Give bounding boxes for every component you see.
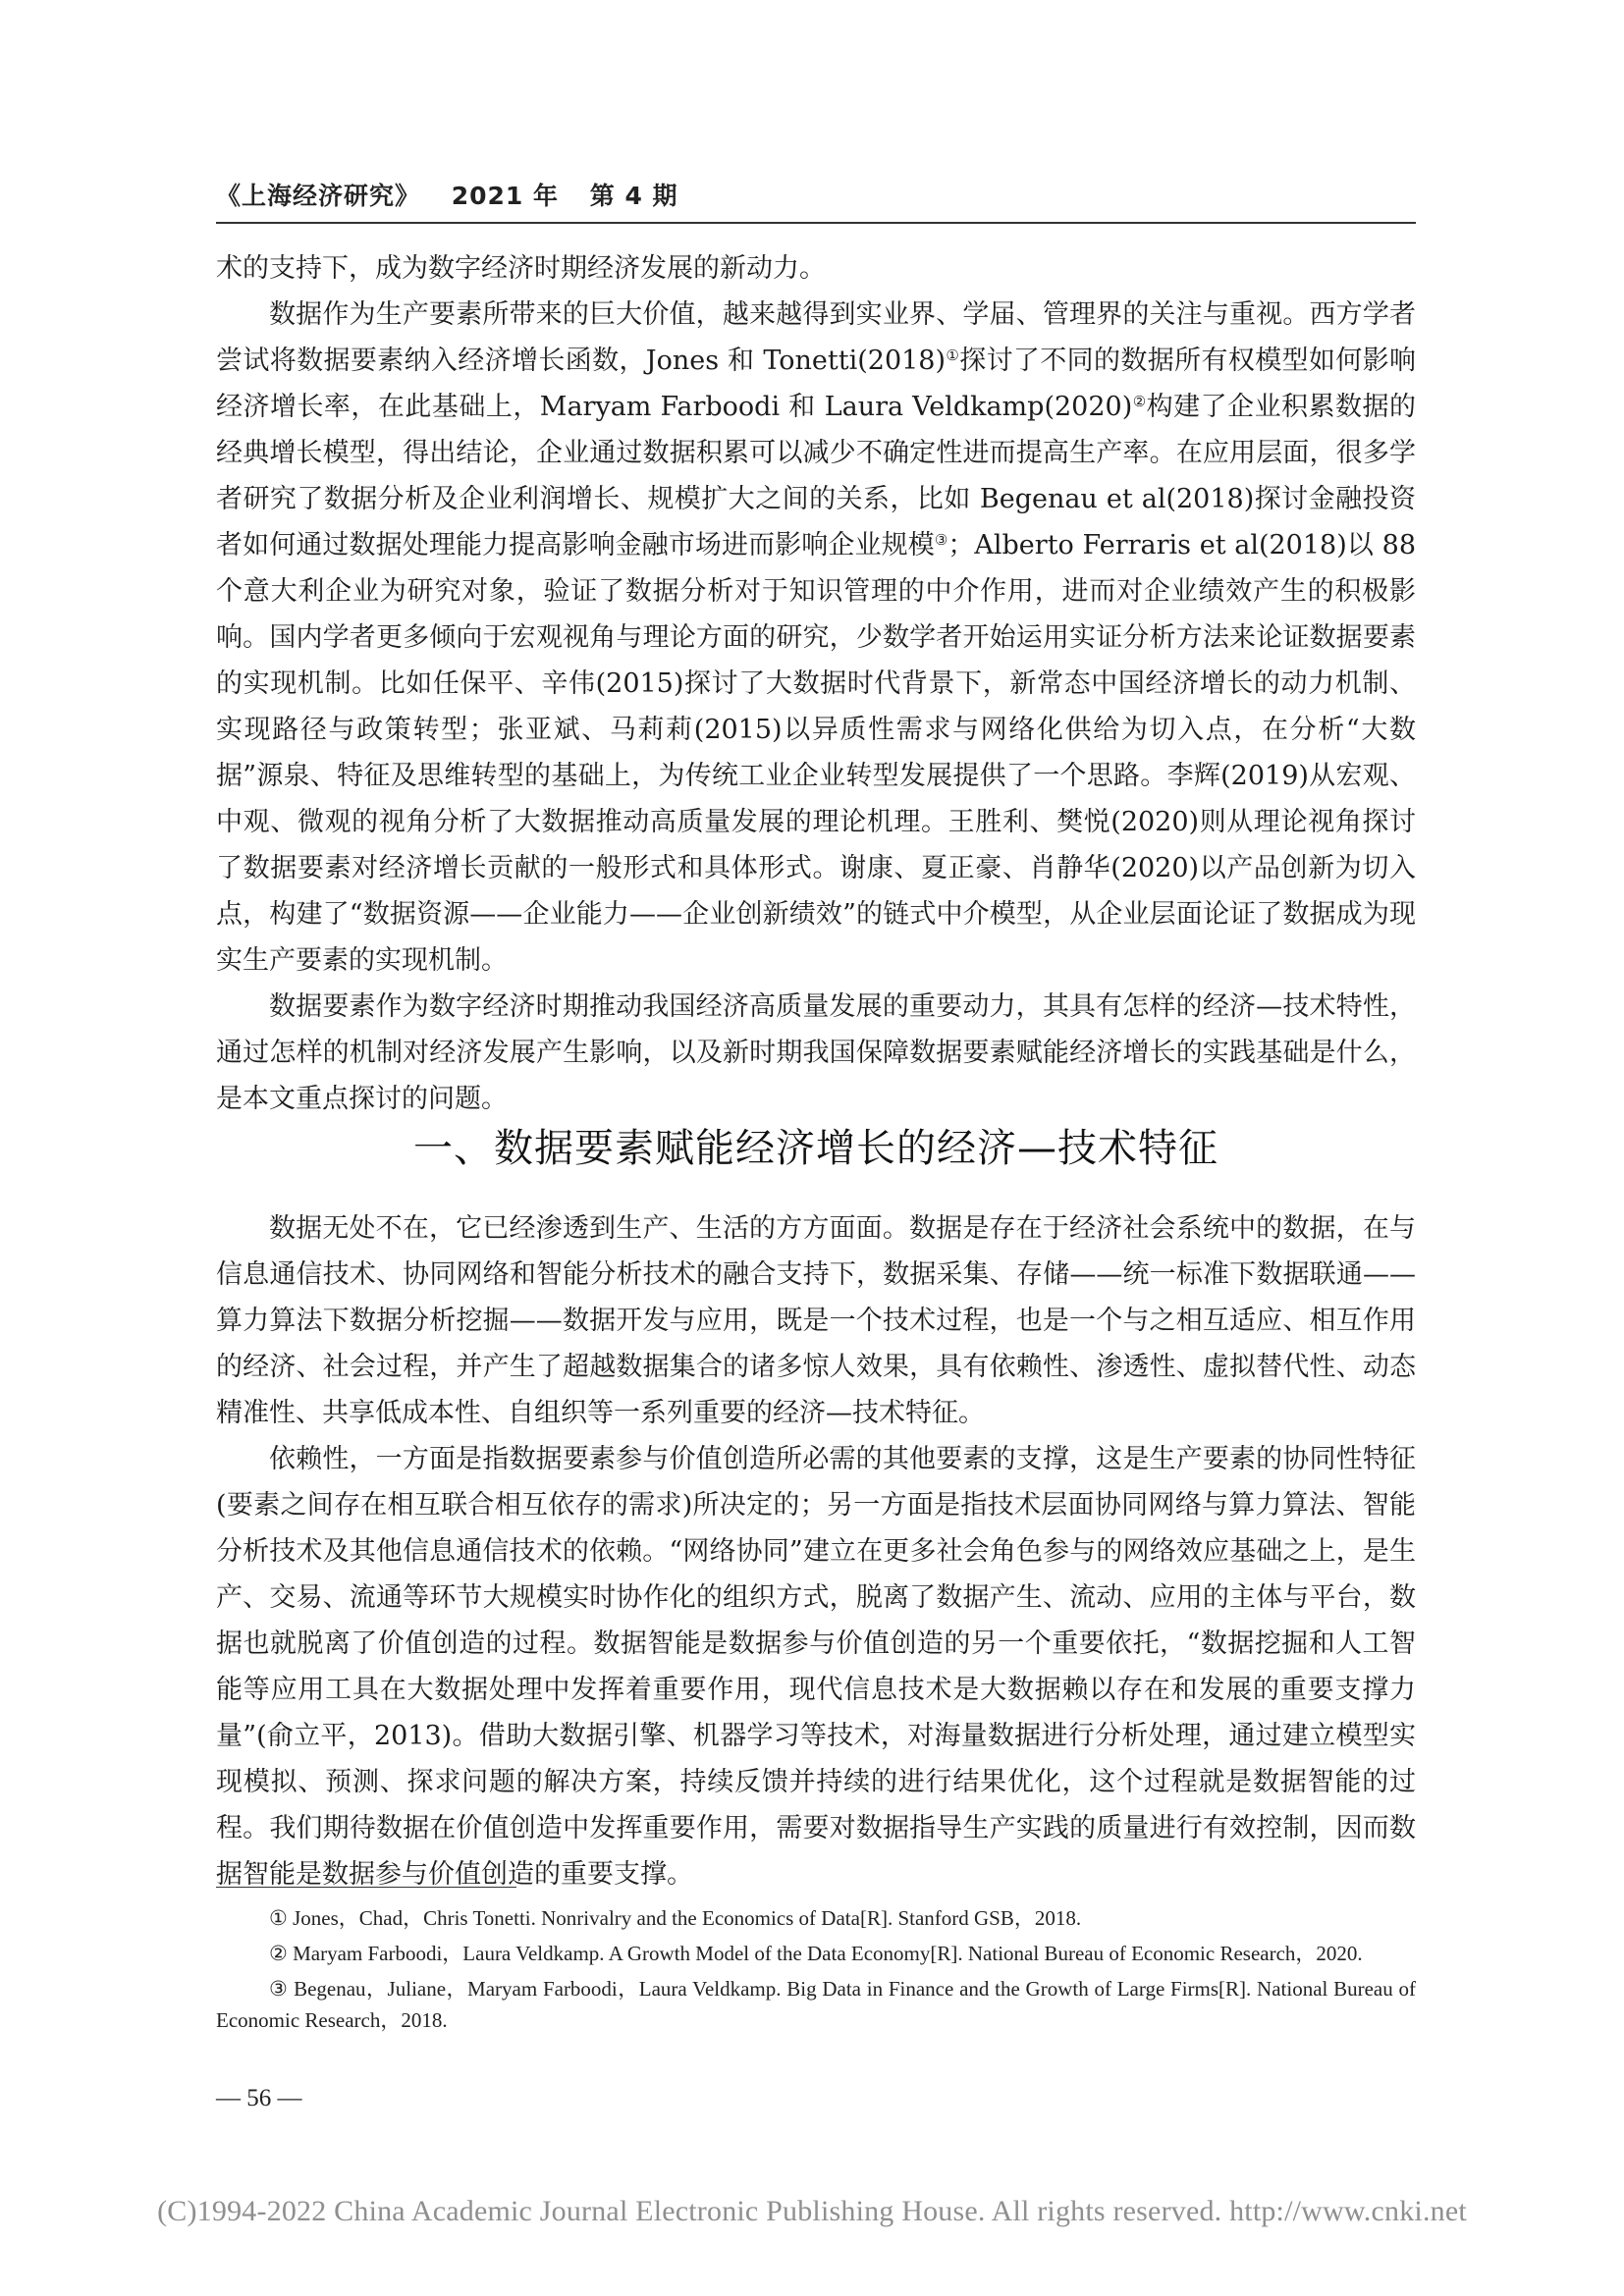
journal-name: 《上海经济研究》 <box>216 182 421 210</box>
paragraph-text: 构建了企业积累数据的经典增长模型，得出结论，企业通过数据积累可以减少不确定性进而提高生产率。在应用层面，很多学者研究了数据分析及企业利润增长、规模扩大之间的关系，比如 Begenau et al(2018)探讨金融投资者如何通过数据处理能力提高影响金融市场进而影响企业规模 <box>216 392 1417 561</box>
paragraph-literature-review <box>216 292 1416 984</box>
paragraph-data-overview: 数据无处不在，它已经渗透到生产、生活的方方面面。数据是存在于经济社会系统中的数据，在与信息通信技术、协同网络和智能分析技术的融合支持下，数据采集、存储——统一标准下数据联通——算力算法下数据分析挖掘——数据开发与应用，既是一个技术过程，也是一个与之相互适应、相互作用的经济、社会过程，并产生了超越数据集合的诸多惊人效果，具有依赖性、渗透性、虚拟替代性、动态精准性、共享低成本性、自组织等一系列重要的经济—技术特征。 <box>216 1213 1416 1428</box>
footnote-divider <box>216 1887 516 1888</box>
footnote-3: ③ Begenau，Juliane，Maryam Farboodi，Laura Veldkamp. Big Data in Finance and the Growth of Large Firms[R]. National Bureau of Economic Research，2018. <box>216 1977 1416 2032</box>
paragraph-continuation: 术的支持下，成为数字经济时期经济发展的新动力。 <box>216 253 826 284</box>
journal-issue: 第 4 期 <box>589 182 678 210</box>
footnote-1: ① Jones，Chad，Chris Tonetti. Nonrivalry and the Economics of Data[R]. Stanford GSB，2018. <box>269 1906 1082 1930</box>
paragraph-research-question: 数据要素作为数字经济时期推动我国经济高质量发展的重要动力，其具有怎样的经济—技术特性，通过怎样的机制对经济发展产生影响，以及新时期我国保障数据要素赋能经济增长的实践基础是什么，是本文重点探讨的问题。 <box>216 991 1416 1114</box>
paragraph-dependency: 依赖性，一方面是指数据要素参与价值创造所必需的其他要素的支撑，这是生产要素的协同性特征(要素之间存在相互联合相互依存的需求)所决定的；另一方面是指技术层面协同网络与算力算法、智能分析技术及其他信息通信技术的依赖。“网络协同”建立在更多社会角色参与的网络效应基础之上，是生产、交易、流通等环节大规模实时协作化的组织方式，脱离了数据产生、流动、应用的主体与平台，数据也就脱离了价值创造的过程。数据智能是数据参与价值创造的另一个重要依托，“数据挖掘和人工智能等应用工具在大数据处理中发挥着重要作用，现代信息技术是大数据赖以存在和发展的重要支撑力量”(俞立平，2013)。借助大数据引擎、机器学习等技术，对海量数据进行分析处理，通过建立模型实现模拟、预测、探求问题的解决方案，持续反馈并持续的进行结果优化，这个过程就是数据智能的过程。我们期待数据在价值创造中发挥重要作用，需要对数据指导生产实践的质量进行有效控制，因而数据智能是数据参与价值创造的重要支撑。 <box>216 1444 1416 1890</box>
footnote-ref-3[interactable]: ③ <box>934 531 948 549</box>
page-number: — 56 — <box>216 2085 302 2111</box>
copyright-watermark: (C)1994-2022 China Academic Journal Electronic Publishing House. All rights reserved. http://www.cnki.net <box>157 2195 1467 2227</box>
section-heading: 一、数据要素赋能经济增长的经济—技术特征 <box>413 1126 1218 1171</box>
header-divider <box>216 222 1416 224</box>
running-header <box>216 177 1414 212</box>
footnote-2: ② Maryam Farboodi，Laura Veldkamp. A Growth Model of the Data Economy[R]. National Bureau of Economic Research，2020. <box>269 1942 1363 1965</box>
journal-year: 2021 年 <box>451 182 560 210</box>
body-text-section-1 <box>216 1205 1416 1897</box>
footnote-ref-2[interactable]: ② <box>1132 393 1147 410</box>
paragraph-text: 数据作为生产要素所带来的巨大价值，越来越得到实业界、学届、管理界的关注与重视。西方学者尝试将数据要素纳入经济增长函数，Jones 和 Tonetti(2018) <box>216 299 1416 376</box>
paragraph-text: ；Alberto Ferraris et al(2018)以 88 个意大利企业为研究对象，验证了数据分析对于知识管理的中介作用，进而对企业绩效产生的积极影响。国内学者更多倾向于宏观视角与理论方面的研究，少数学者开始运用实证分析方法来论证数据要素的实现机制。比如任保平、辛伟(2015)探讨了大数据时代背景下，新常态中国经济增长的动力机制、实现路径与政策转型；张亚斌、马莉莉(2015)以异质性需求与网络化供给为切入点，在分析“大数据”源泉、特征及思维转型的基础上，为传统工业企业转型发展提供了一个思路。李辉(2019)从宏观、中观、微观的视角分析了大数据推动高质量发展的理论机理。王胜利、樊悦(2020)则从理论视角探讨了数据要素对经济增长贡献的一般形式和具体形式。谢康、夏正豪、肖静华(2020)以产品创新为切入点，构建了“数据资源——企业能力——企业创新绩效”的链式中介模型，从企业层面论证了数据成为现实生产要素的实现机制。 <box>216 530 1417 976</box>
body-text-top <box>216 245 1416 1122</box>
paragraph-text: 探讨了不同的数据所有权模型如何影响经济增长率，在此基础上，Maryam Farboodi 和 Laura Veldkamp(2020) <box>216 346 1417 422</box>
footnote-ref-1[interactable]: ① <box>946 347 960 364</box>
footnotes <box>216 1902 1416 2040</box>
